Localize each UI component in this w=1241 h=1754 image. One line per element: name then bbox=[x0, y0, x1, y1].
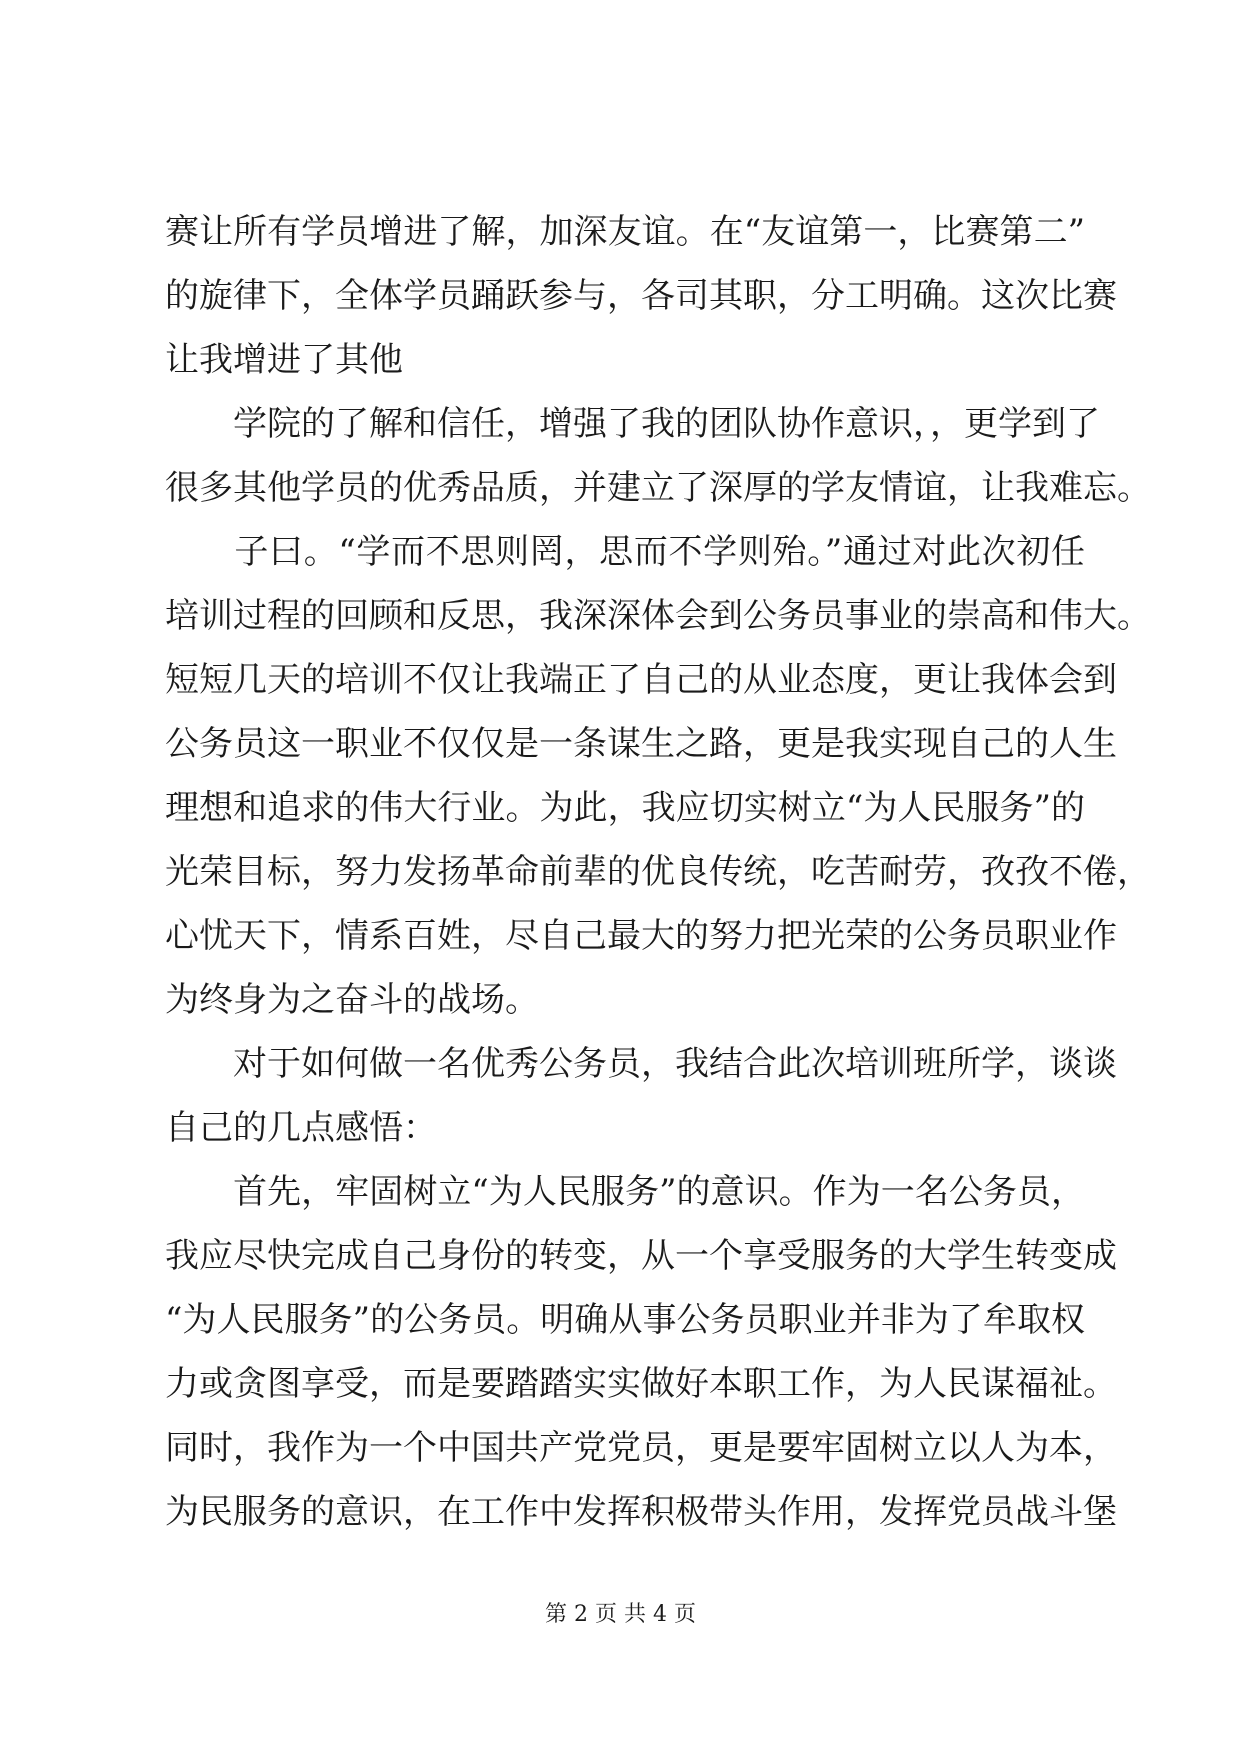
page-footer: 第 2 页 共 4 页 bbox=[545, 1602, 696, 1627]
text-line: 子曰。“学而不思则罔，思而不学则殆。”通过对此次初任 bbox=[165, 532, 1085, 572]
text-line: 学院的了解和信任，增强了我的团队协作意识，，更学到了 bbox=[165, 404, 1100, 444]
text-line: 赛让所有学员增进了解，加深友谊。在“友谊第一，比赛第二” bbox=[165, 212, 1085, 252]
text-line: 首先，牢固树立“为人民服务”的意识。作为一名公务员， bbox=[165, 1172, 1085, 1212]
text-line: 心忧天下，情系百姓，尽自己最大的努力把光荣的公务员职业作 bbox=[165, 916, 1117, 956]
text-line: 理想和追求的伟大行业。为此，我应切实树立“为人民服务”的 bbox=[165, 788, 1085, 828]
text-line: 力或贪图享受，而是要踏踏实实做好本职工作，为人民谋福祉。 bbox=[165, 1364, 1117, 1404]
text-line: 培训过程的回顾和反思，我深深体会到公务员事业的崇高和伟大。 bbox=[165, 596, 1151, 636]
body-text bbox=[165, 200, 1151, 1544]
text-line: “为人民服务”的公务员。明确从事公务员职业并非为了牟取权 bbox=[165, 1300, 1085, 1340]
text-line: 为民服务的意识，在工作中发挥积极带头作用，发挥党员战斗堡 bbox=[165, 1492, 1117, 1532]
text-line: 同时，我作为一个中国共产党党员，更是要牢固树立以人为本， bbox=[165, 1428, 1117, 1468]
text-line: 对于如何做一名优秀公务员，我结合此次培训班所学，谈谈 bbox=[165, 1044, 1117, 1084]
text-line: 光荣目标，努力发扬革命前辈的优良传统，吃苦耐劳，孜孜不倦， bbox=[165, 852, 1151, 892]
text-line: 短短几天的培训不仅让我端正了自己的从业态度，更让我体会到 bbox=[165, 660, 1117, 700]
text-line: 自己的几点感悟： bbox=[165, 1108, 437, 1148]
text-line: 很多其他学员的优秀品质，并建立了深厚的学友情谊，让我难忘。 bbox=[165, 468, 1151, 508]
text-line: 公务员这一职业不仅仅是一条谋生之路，更是我实现自己的人生 bbox=[165, 724, 1117, 764]
text-line: 的旋律下，全体学员踊跃参与，各司其职，分工明确。这次比赛 bbox=[165, 276, 1117, 316]
text-line: 让我增进了其他 bbox=[165, 340, 403, 380]
text-line: 为终身为之奋斗的战场。 bbox=[165, 980, 539, 1020]
text-line: 我应尽快完成自己身份的转变，从一个享受服务的大学生转变成 bbox=[165, 1236, 1117, 1276]
